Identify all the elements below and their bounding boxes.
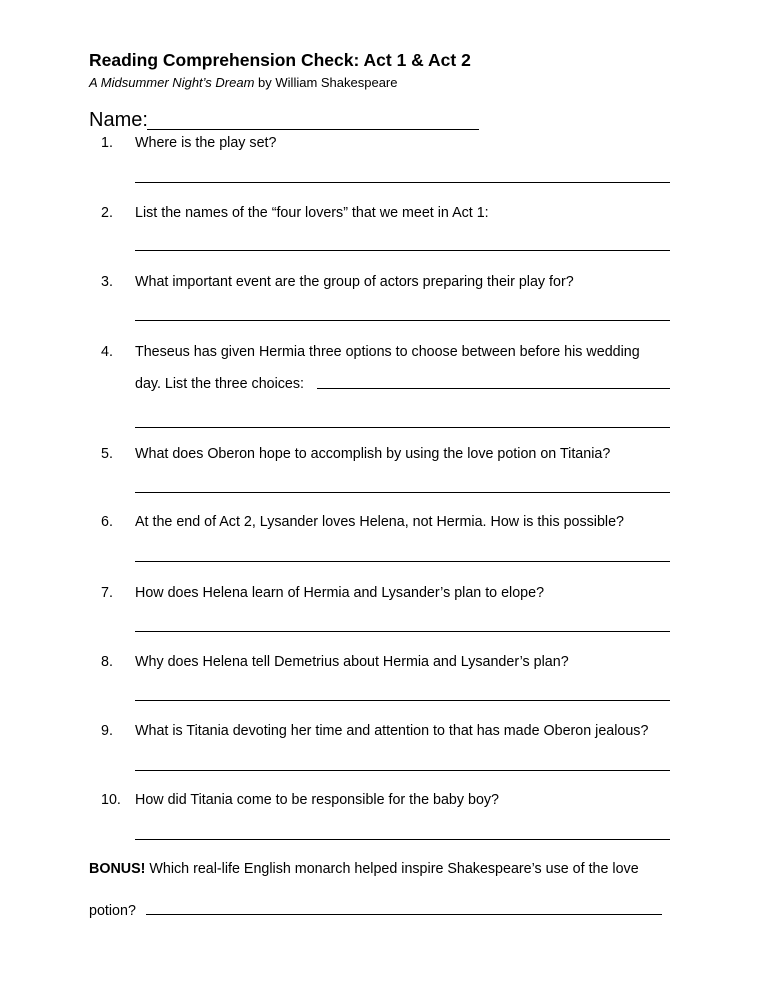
question-text: What is Titania devoting her time and attention to that has made Oberon jealous? [135, 723, 649, 739]
question-text: What does Oberon hope to accomplish by using the love potion on Titania? [135, 446, 611, 462]
answer-line[interactable] [135, 700, 670, 701]
name-field[interactable] [147, 129, 479, 130]
question-text: What important event are the group of actors preparing their play for? [135, 274, 574, 290]
page-title: Reading Comprehension Check: Act 1 & Act 2 [89, 50, 471, 70]
answer-line[interactable] [135, 770, 670, 771]
answer-line[interactable] [135, 561, 670, 562]
subtitle [89, 75, 398, 90]
question-text: How does Helena learn of Hermia and Lysander’s plan to elope? [135, 585, 545, 601]
question-text: List the names of the “four lovers” that we meet in Act 1: [135, 205, 489, 221]
bonus-question [89, 861, 639, 877]
bonus-label: BONUS! [89, 861, 146, 877]
question-text: Why does Helena tell Demetrius about Hermia and Lysander’s plan? [135, 654, 569, 670]
question-number: 4. [101, 344, 113, 360]
work-title: A Midsummer Night’s Dream [89, 75, 255, 90]
question-text: At the end of Act 2, Lysander loves Helena, not Hermia. How is this possible? [135, 514, 624, 530]
answer-line[interactable] [135, 320, 670, 321]
question-number: 5. [101, 446, 113, 462]
answer-line[interactable] [317, 388, 670, 389]
bonus-text-continued: potion? [89, 903, 136, 919]
question-number: 2. [101, 205, 113, 221]
bonus-answer-line[interactable] [146, 914, 662, 915]
answer-line[interactable] [135, 839, 670, 840]
question-text: How did Titania come to be responsible for the baby boy? [135, 792, 499, 808]
bonus-text: Which real-life English monarch helped inspire Shakespeare’s use of the love [145, 861, 639, 877]
name-label: Name: [89, 109, 148, 131]
answer-line[interactable] [135, 250, 670, 251]
question-text: Theseus has given Hermia three options to choose between before his wedding [135, 344, 640, 360]
question-text: Where is the play set? [135, 135, 277, 151]
author: by William Shakespeare [254, 75, 398, 90]
question-number: 8. [101, 654, 113, 670]
answer-line[interactable] [135, 182, 670, 183]
answer-line[interactable] [135, 631, 670, 632]
question-number: 3. [101, 274, 113, 290]
question-number: 10. [101, 792, 121, 808]
answer-line[interactable] [135, 427, 670, 428]
question-number: 9. [101, 723, 113, 739]
answer-line[interactable] [135, 492, 670, 493]
question-number: 6. [101, 514, 113, 530]
question-number: 1. [101, 135, 113, 151]
question-text-continued: day. List the three choices: [135, 376, 305, 392]
question-number: 7. [101, 585, 113, 601]
